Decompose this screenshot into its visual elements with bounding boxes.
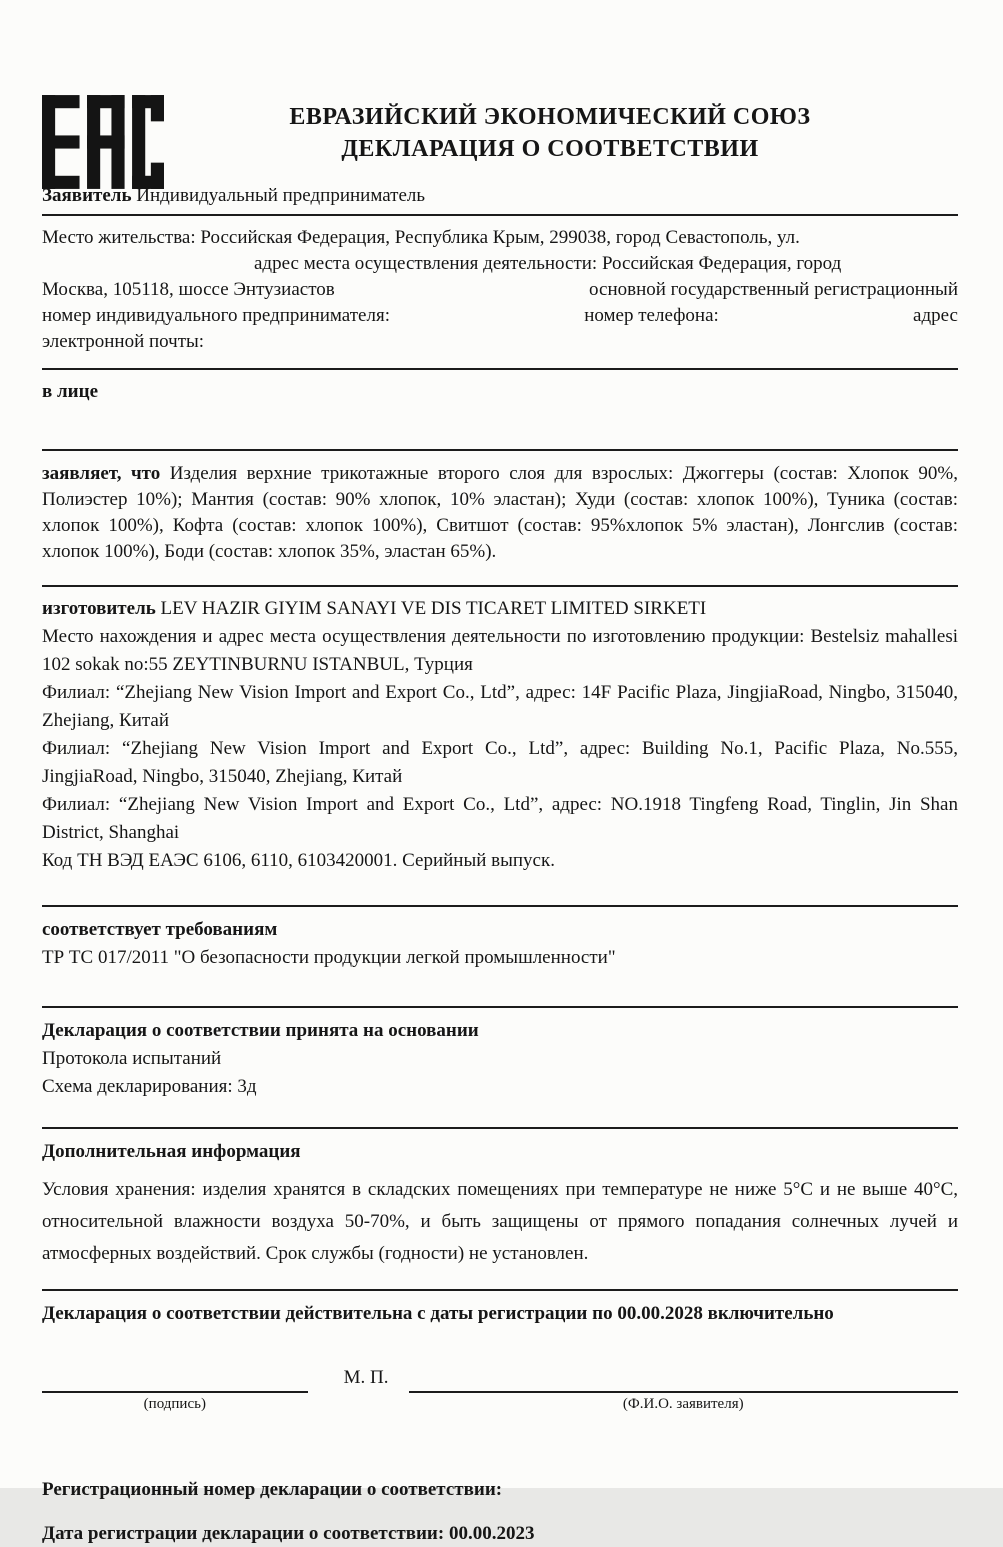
email-label-part2: электронной почты: (42, 331, 205, 352)
signature-caption: (подпись) (143, 1396, 206, 1412)
divider (42, 905, 958, 907)
full-name-line (409, 1369, 959, 1393)
manufacturer-section (42, 595, 958, 875)
full-name-block (409, 1369, 959, 1415)
declaration-title: ДЕКЛАРАЦИЯ О СООТВЕТСТВИИ (341, 136, 759, 162)
basis-line-2: Схема декларирования: 3д (42, 1076, 257, 1097)
address-line-3 (42, 277, 958, 303)
declares-paragraph (42, 461, 958, 565)
additional-info-text: Условия хранения: изделия хранятся в складских помещениях при температуре не ниже 5°С и не выше 40°С, относительной влажности воздуха 50-70%, и быть защищены от прямого попадания солнечных лучей и атмосферных воздействий. Срок службы (годности) не установлен. (42, 1179, 958, 1264)
signature-row (42, 1365, 958, 1415)
divider (42, 1006, 958, 1008)
address-line-2: адрес места осуществления деятельности: Российская Федерация, город (254, 253, 842, 274)
signature-block (42, 1369, 308, 1415)
applicant-address-block (42, 225, 958, 355)
address-line-3-left: Москва, 105118, шоссе Энтузиастов (42, 279, 335, 300)
basis-section (42, 1017, 958, 1101)
tn-ved-code: Код ТН ВЭД ЕАЭС 6106, 6110, 6103420001. Серийный выпуск. (42, 850, 555, 871)
basis-line-1: Протокола испытаний (42, 1048, 222, 1069)
manufacturer-branch-3: Филиал: “Zhejiang New Vision Import and Export Co., Ltd”, адрес: NO.1918 Tingfeng Road, Tinglin, Jin Shan District, Shanghai (42, 794, 958, 843)
address-line-4 (42, 303, 958, 329)
validity-statement: Декларация о соответствии действительна с даты регистрации по 00.00.2028 включительно (42, 1303, 834, 1324)
divider (42, 368, 958, 370)
full-name-caption: (Ф.И.О. заявителя) (622, 1396, 744, 1412)
manufacturer-name: LEV HAZIR GIYIM SANAYI VE DIS TICARET LIMITED SIRKETI (160, 598, 707, 619)
compliance-heading: соответствует требованиям (42, 919, 278, 940)
divider (42, 214, 958, 216)
manufacturer-branch-1: Филиал: “Zhejiang New Vision Import and Export Co., Ltd”, адрес: 14F Pacific Plaza, JingjiaRoad, Ningbo, 315040, Zhejiang, Китай (42, 682, 958, 731)
applicant-value: Индивидуальный предприниматель (136, 185, 426, 206)
in-person-label: в лице (42, 381, 98, 402)
address-line-3-right: основной государственный регистрационный (589, 279, 958, 300)
divider (42, 1289, 958, 1291)
address-line-1: Место жительства: Российская Федерация, Республика Крым, 299038, город Севастополь, ул. (42, 227, 800, 248)
manufacturer-address: Место нахождения и адрес места осуществления деятельности по изготовлению продукции: Bestelsiz mahallesi 102 sokak no:55 ZEYTINBURNU ISTANBUL, Турция (42, 626, 958, 675)
document-header (42, 95, 958, 189)
ogrnip-label: номер индивидуального предпринимателя: (42, 305, 390, 326)
eac-logo-icon (42, 95, 164, 189)
divider (42, 1127, 958, 1129)
registration-number-label: Регистрационный номер декларации о соответствии: (42, 1479, 503, 1500)
document-title (164, 95, 958, 165)
registration-date-label: Дата регистрации декларации о соответствии: 00.00.2023 (42, 1523, 535, 1544)
divider (42, 449, 958, 451)
manufacturer-branch-2: Филиал: “Zhejiang New Vision Import and Export Co., Ltd”, адрес: Building No.1, Pacific Plaza, No.555, JingjiaRoad, Ningbo, 315040, Zhejiang, Китай (42, 738, 958, 787)
phone-label: номер телефона: (584, 305, 719, 326)
applicant-row (42, 183, 958, 209)
divider (42, 585, 958, 587)
manufacturer-row (42, 595, 958, 623)
basis-heading: Декларация о соответствии принята на основании (42, 1020, 479, 1041)
additional-info-heading: Дополнительная информация (42, 1141, 301, 1162)
declares-text: Изделия верхние трикотажные второго слоя для взрослых: Джоггеры (состав: Хлопок 90%, Полиэстер 10%); Мантия (состав: 90% хлопок, 10% эластан); Худи (состав: хлопок 100%), Туника (состав: хлопок 100%), Кофта (состав: хлопок 100%), Свитшот (состав: 95%хлопок 5% эластан), Лонгслив (состав: хлопок 100%), Боди (состав: хлопок 35%, эластан 65%). (42, 463, 958, 562)
signature-line (42, 1369, 308, 1393)
compliance-text: ТР ТС 017/2011 "О безопасности продукции легкой промышленности" (42, 947, 616, 968)
applicant-label: Заявитель (42, 185, 132, 206)
compliance-section (42, 916, 958, 972)
additional-info-section (42, 1138, 958, 1270)
declares-label: заявляет, что (42, 463, 161, 484)
manufacturer-label: изготовитель (42, 598, 156, 619)
email-label-part1: адрес (913, 305, 958, 326)
stamp-placeholder: М. П. (343, 1367, 389, 1388)
union-title: ЕВРАЗИЙСКИЙ ЭКОНОМИЧЕСКИЙ СОЮЗ (289, 104, 811, 130)
